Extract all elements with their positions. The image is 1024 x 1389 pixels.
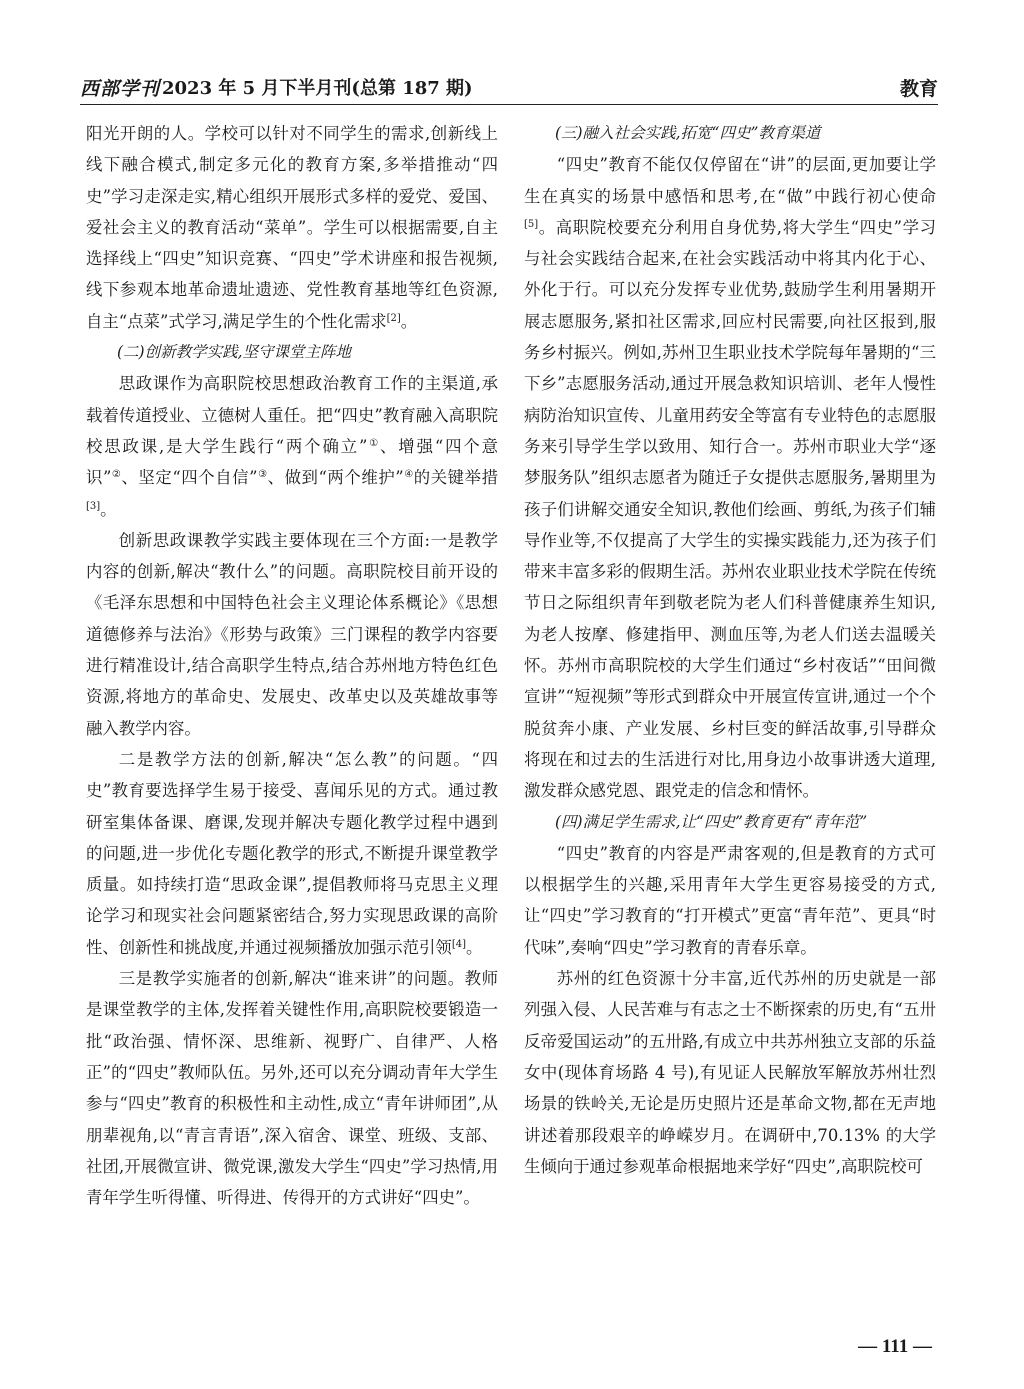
- citation-ref: [3]: [86, 500, 101, 512]
- running-header: [80, 72, 938, 102]
- paragraph: 二是教学方法的创新,解决“怎么教”的问题。“四史”教育要选择学生易于接受、喜闻乐见的方式。通过教研室集体备课、磨课,发现并解决专题化教学过程中遇到的问题,进一步优化专题化教学的形式,不断提升课堂教学质量。如持续打造“思政金课”,提倡教师将马克思主义理论学习和现实社会问题紧密结合,努力实现思政课的高阶性、创新性和挑战度,并通过视频播放加强示范引领[4]。: [86, 749, 498, 957]
- header-rule: [80, 104, 938, 105]
- citation-ref: [2]: [386, 312, 401, 324]
- paragraph: 三是教学实施者的创新,解决“谁来讲”的问题。教师是课堂教学的主体,发挥着关键性作用,高职院校要锻造一批“政治强、情怀深、思维新、视野广、自律严、人格正”的“四史”教师队伍。另外,还可以充分调动青年大学生参与“四史”教育的积极性和主动性,成立“青年讲师团”,从朋辈视角,以“青言青语”,深入宿舍、课堂、班级、支部、社团,开展微宣讲、微党课,激发大学生“四史”学习热情,用青年学生听得懂、听得进、传得开的方式讲好“四史”。: [86, 969, 498, 1208]
- paragraph: 思政课作为高职院校思想政治教育工作的主渠道,承载着传道授业、立德树人重任。把“四史”教育融入高职院校思政课,是大学生践行“两个确立”①、增强“四个意识”②、坚定“四个自信”③、做到“两个维护”④的关键举措[3]。: [86, 374, 498, 519]
- citation-ref: [5]: [524, 218, 539, 230]
- citation-ref: [4]: [451, 938, 466, 950]
- paragraph: “四史”教育的内容是严肃客观的,但是教育的方式可以根据学生的兴趣,采用青年大学生更容易接受的方式,让“四史”学习教育的“打开模式”更富“青年范”、更具“时代味”,奏响“四史”学习教育的青春乐章。: [524, 843, 936, 957]
- footnote-marker: ③: [257, 469, 268, 481]
- paragraph: 苏州的红色资源十分丰富,近代苏州的历史就是一部列强入侵、人民苦难与有志之士不断探索的历史,有“五卅反帝爱国运动”的五卅路,有成立中共苏州独立支部的乐益女中(现体育场路 4 号),有见证人民解放军解放苏州壮烈场景的铁岭关,无论是历史照片还是革命文物,都在无声地讲述着那段艰辛的峥嵘岁月。在调研中,70.13% 的大学生倾向于通过参观革命根据地来学好“四史”,高职院校可: [524, 969, 936, 1176]
- left-column: [86, 118, 498, 1213]
- issue-info: 2023 年 5 月下半月刊(总第 187 期): [162, 78, 473, 99]
- section-heading: (三)融入社会实践,拓宽“四史”教育渠道: [555, 124, 821, 142]
- footnote-marker: ①: [367, 437, 381, 449]
- section-name: 教育: [899, 78, 938, 100]
- footnote-marker: ④: [403, 469, 414, 481]
- section-heading: (二)创新教学实践,坚守课堂主阵地: [117, 343, 352, 362]
- right-column: [524, 118, 936, 1182]
- page-number: — 111 —: [858, 1336, 932, 1357]
- section-heading: (四)满足学生需求,让“四史”教育更有“青年范”: [555, 812, 868, 831]
- footnote-marker: ②: [111, 469, 122, 481]
- paragraph: 阳光开朗的人。学校可以针对不同学生的需求,创新线上线下融合模式,制定多元化的教育方案,多举措推动“四史”学习走深走实,精心组织开展形式多样的爱党、爱国、爱社会主义的教育活动“菜单”。学生可以根据需要,自主选择线上“四史”知识竞赛、“四史”学术讲座和报告视频,线下参观本地革命遗址遗迹、党性教育基地等红色资源,自主“点菜”式学习,满足学生的个性化需求[2]。: [86, 124, 498, 331]
- paragraph: “四史”教育不能仅仅停留在“讲”的层面,更加要让学生在真实的场景中感悟和思考,在“做”中践行初心使命[5]。高职院校要充分利用自身优势,将大学生“四史”学习与社会实践结合起来,在社会实践活动中将其内化于心、外化于行。可以充分发挥专业优势,鼓励学生利用暑期开展志愿服务,紧扣社区需求,回应村民需要,向社区报到,服务乡村振兴。例如,苏州卫生职业技术学院每年暑期的“三下乡”志愿服务活动,通过开展急救知识培训、老年人慢性病防治知识宣传、儿童用药安全等富有专业特色的志愿服务来引导学生学以致用、知行合一。苏州市职业大学“逐梦服务队”组织志愿者为随迁子女提供志愿服务,暑期里为孩子们讲解交通安全知识,教他们绘画、剪纸,为孩子们辅导作业等,不仅提高了大学生的实操实践能力,还为孩子们带来丰富多彩的假期生活。苏州农业职业技术学院在传统节日之际组织青年到敬老院为老人们科普健康养生知识,为老人按摩、修建指甲、测血压等,为老人们送去温暖关怀。苏州市高职院校的大学生们通过“乡村夜话”“田间微宣讲”“短视频”等形式到群众中开展宣传宣讲,通过一个个脱贫奔小康、产业发展、乡村巨变的鲜活故事,引导群众将现在和过去的生活进行对比,用身边小故事讲透大道理,激发群众感党恩、跟党走的信念和情怀。: [524, 155, 936, 801]
- paragraph: 创新思政课教学实践主要体现在三个方面:一是教学内容的创新,解决“教什么”的问题。高职院校目前开设的《毛泽东思想和中国特色社会主义理论体系概论》《思想道德修养与法治》《形势与政策》三门课程的教学内容要进行精准设计,结合高职学生特点,结合苏州地方特色红色资源,将地方的革命史、发展史、改革史以及英雄故事等融入教学内容。: [86, 530, 498, 738]
- journal-logo: 西部学刊: [80, 78, 161, 100]
